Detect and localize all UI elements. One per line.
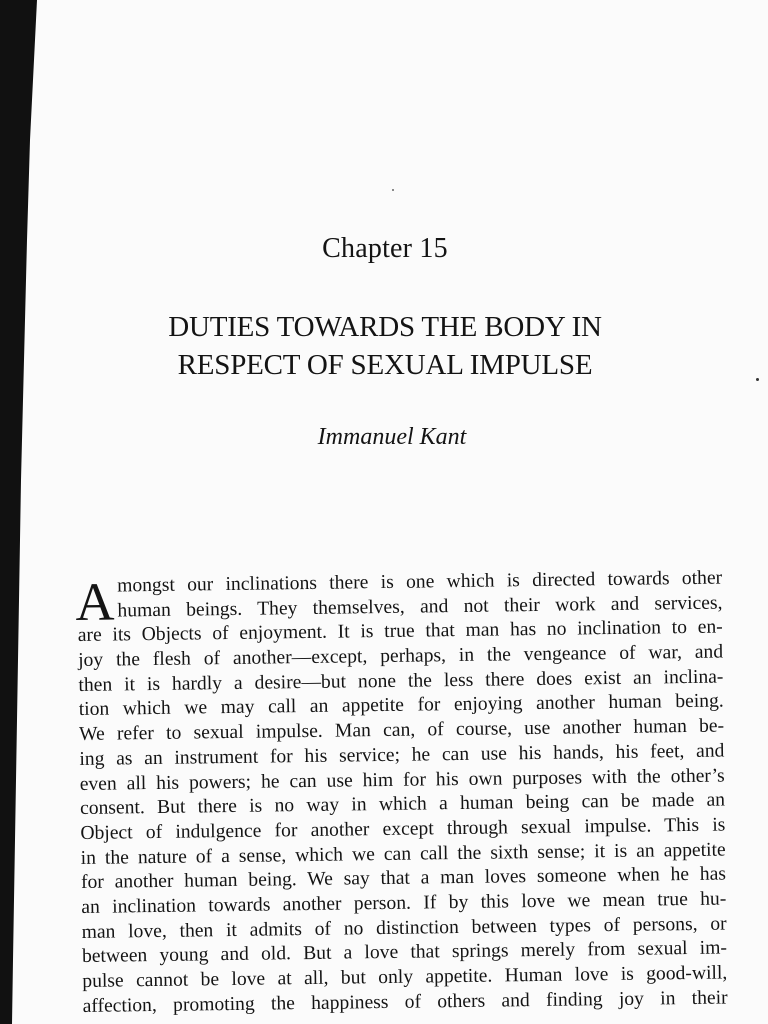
drop-cap: A	[74, 571, 115, 633]
text-line: pulse cannot be love at all, but only appetite. Human love is good-will,	[82, 962, 728, 992]
scan-edge-shadow	[0, 0, 40, 1024]
text-line: tion which we may call an appetite for enjoying another human being.	[78, 690, 724, 721]
text-line: for another human being. We say that a man loves someone when he has	[80, 863, 727, 894]
chapter-title	[0, 308, 768, 384]
text-line: We refer to sexual impulse. Man can, of course, use another human be-	[78, 715, 725, 746]
text-line: between young and old. But a love that springs merely from sexual im-	[81, 937, 728, 968]
text-line: in the nature of a sense, which we can call the sixth sense; it is an appetite	[80, 839, 726, 869]
chapter-title-line: RESPECT OF SEXUAL IMPULSE	[177, 349, 593, 381]
text-line: Object of indulgence for another except through sexual impulse. This is	[80, 814, 726, 844]
scan-speck	[392, 189, 394, 191]
text-line: affection, promoting the happiness of others and finding joy in their	[82, 987, 728, 1017]
text-line: an inclination towards another person. If by this love we mean true hu-	[81, 888, 727, 918]
text-line: consent. But there is no way in which a human being can be made an	[79, 789, 726, 820]
body-paragraph	[74, 567, 728, 1020]
text-line: man love, then it admits of no distinction between types of persons, or	[81, 913, 727, 943]
chapter-label: Chapter 15	[322, 233, 448, 264]
text-line: then it is hardly a desire—but none the less there does exist an inclina-	[78, 666, 724, 696]
chapter-title-line: DUTIES TOWARDS THE BODY IN	[168, 311, 602, 343]
text-line: joy the flesh of another—except, perhaps, in the vengeance of war, and	[77, 641, 724, 672]
text-line: are its Objects of enjoyment. It is true that man has no inclination to en-	[77, 616, 723, 647]
author-name: Immanuel Kant	[317, 424, 467, 450]
text-line: even all his powers; he can use him for his own purposes with the other’s	[79, 765, 725, 795]
text-line: mongst our inclinations there is one which is directed towards other	[117, 567, 723, 597]
text-line: ing as an instrument for his service; he can use his hands, his feet, and	[79, 740, 725, 770]
text-line: human beings. They themselves, and not their work and services,	[117, 592, 723, 622]
